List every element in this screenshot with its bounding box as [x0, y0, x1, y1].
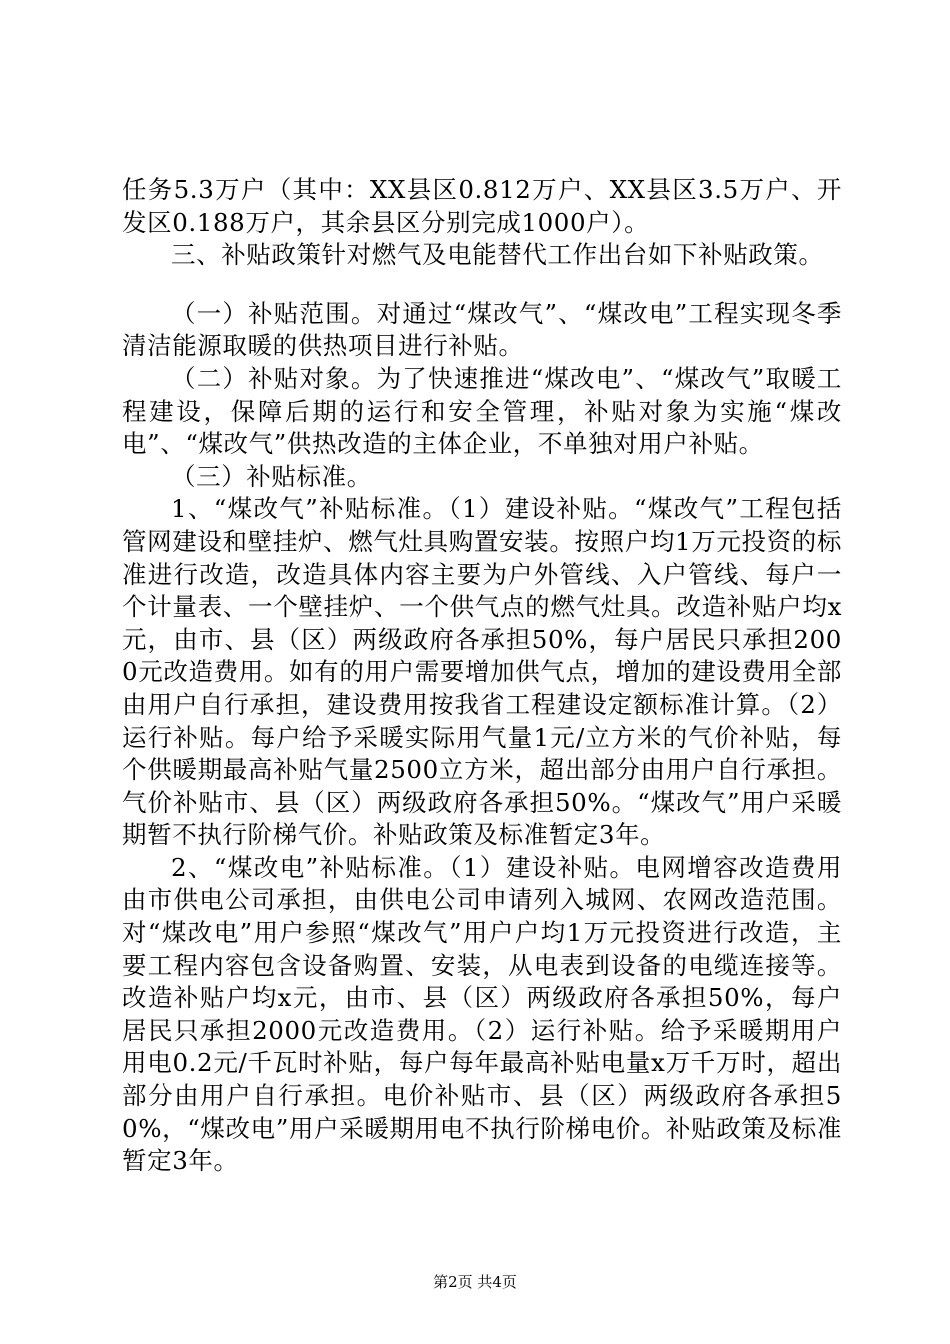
- paragraph-coal-to-electricity-standard: 2、“煤改电”补贴标准。（1）建设补贴。电网增容改造费用由市供电公司承担，由供电公司申请列入城网、农网改造范围。对“煤改电”用户参照“煤改气”用户户均1万元投资进行改造，主要工程内容包含设备购置、安装，从电表到设备的电缆连接等。改造补贴户均x元，由市、县（区）两级政府各承担50%，每户居民只承担2000元改造费用。（2）运行补贴。给予采暖期用户用电0.2元/千瓦时补贴，每户每年最高补贴电量x万千万时，超出部分由用户自行承担。电价补贴市、县（区）两级政府各承担50%，“煤改电”用户采暖期用电不执行阶梯电价。补贴政策及标准暂定3年。: [122, 852, 842, 1176]
- paragraph-coal-to-gas-standard: 1、“煤改气”补贴标准。（1）建设补贴。“煤改气”工程包括管网建设和壁挂炉、燃气灶具购置安装。按照户均1万元投资的标准进行改造，改造具体内容主要为户外管线、入户管线、每户一个计量表、一个壁挂炉、一个供气点的燃气灶具。改造补贴户均x元，由市、县（区）两级政府各承担50%，每户居民只承担2000元改造费用。如有的用户需要增加供气点，增加的建设费用全部由用户自行承担，建设费用按我省工程建设定额标准计算。（2）运行补贴。每户给予采暖实际用气量1元/立方米的气价补贴，每个供暖期最高补贴气量2500立方米，超出部分由用户自行承担。气价补贴市、县（区）两级政府各承担50%。“煤改气”用户采暖期暂不执行阶梯气价。补贴政策及标准暂定3年。: [122, 494, 842, 850]
- page-number-footer: 第2页 共4页: [433, 1273, 517, 1291]
- paragraph-task-summary: 任务5.3万户（其中：XX县区0.812万户、XX县区3.5万户、开发区0.188万户，其余县区分别完成1000户）。: [122, 175, 842, 237]
- paragraph-subsidy-target: （二）补贴对象。为了快速推进“煤改电”、“煤改气”取暖工程建设，保障后期的运行和安全管理，补贴对象为实施“煤改电”、“煤改气”供热改造的主体企业，不单独对用户补贴。: [122, 363, 842, 459]
- paragraph-section-three-heading: 三、补贴政策针对燃气及电能替代工作出台如下补贴政策。: [171, 240, 824, 270]
- paragraph-subsidy-standard-heading: （三）补贴标准。: [171, 461, 372, 491]
- document-body: [122, 174, 842, 1178]
- paragraph-subsidy-scope: （一）补贴范围。对通过“煤改气”、“煤改电”工程实现冬季清洁能源取暖的供热项目进行补贴。: [122, 298, 842, 361]
